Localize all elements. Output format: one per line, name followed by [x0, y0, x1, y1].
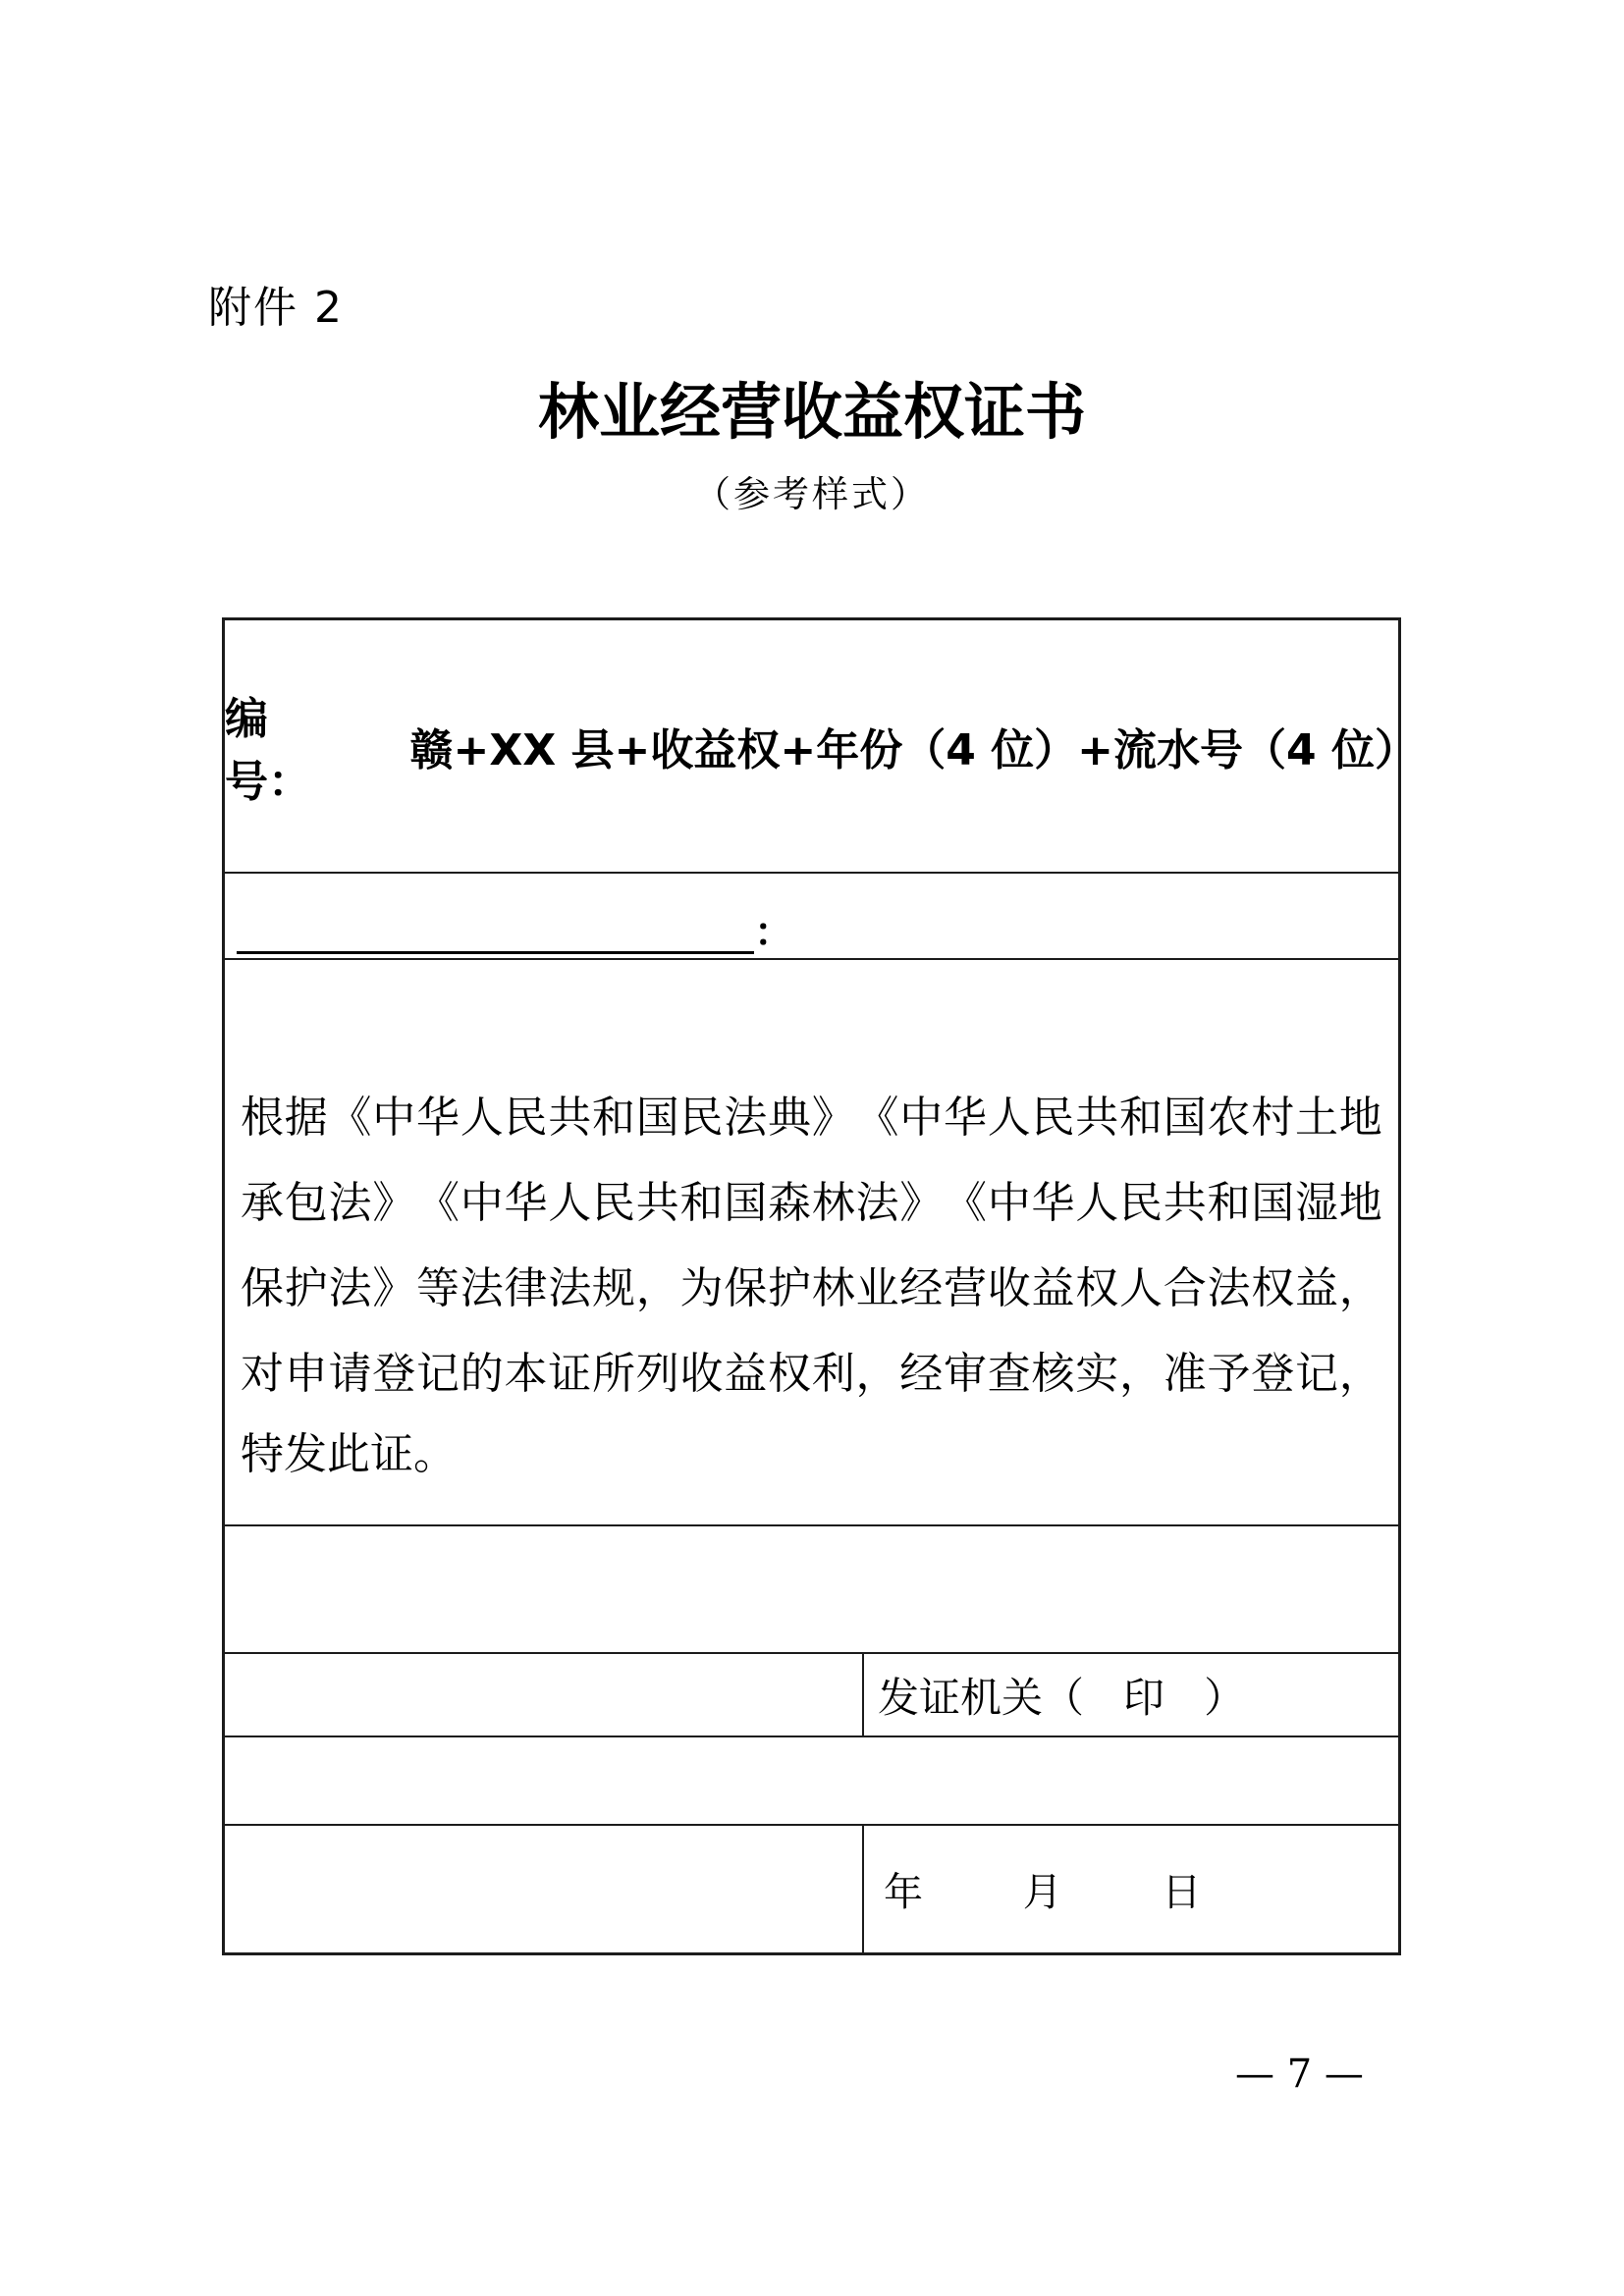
certificate-title: 林业经营收益权证书 [537, 376, 1086, 448]
body-text-line: 特发此证。 [241, 1429, 457, 1479]
issuer-label: 发证机关（ 印 ） [878, 1673, 1246, 1722]
body-row [225, 960, 1398, 1526]
addressee-row [225, 874, 1398, 960]
date-left-cell [225, 1826, 864, 1952]
date-row [225, 1826, 1398, 1952]
certificate-subtitle: （参考样式） [694, 473, 930, 515]
serial-row [225, 620, 1418, 874]
date-label: 年 月 日 [884, 1870, 1202, 1915]
body-text-line: 承 包 法 》 《 中 华 人 民 共 和 国 森 林 法 》 《 中 华 人 民 共 和 国 湿 地 [241, 1177, 1382, 1228]
serial-number-label: 编 号： [225, 694, 311, 807]
spacer-row [225, 1526, 1398, 1654]
date-cell [864, 1826, 1398, 1952]
issuer-cell [864, 1654, 1398, 1735]
spacer-row-2 [225, 1737, 1398, 1826]
attachment-label: 附件 2 [208, 283, 344, 333]
serial-number-format: 赣+XX 县+收益权+年份（4 位）+流水号（4 位） [409, 725, 1418, 775]
issuer-left-cell [225, 1654, 864, 1735]
issuer-row [225, 1654, 1398, 1737]
body-text-line: 保 护 法 》 等 法 律 法 规 ， 为 保 护 林 业 经 营 收 益 权 人 合 法 权 益 ， [241, 1262, 1382, 1313]
addressee-blank-line [237, 951, 754, 954]
page-number: — 7 — [1235, 2052, 1364, 2097]
certificate-table [222, 617, 1418, 1955]
body-text-line: 对 申 请 登 记 的 本 证 所 列 收 益 权 利 ， 经 审 查 核 实 ， 准 予 登 记 ， [241, 1348, 1382, 1399]
body-text-line: 根 据 《 中 华 人 民 共 和 国 民 法 典 》 《 中 华 人 民 共 和 国 农 村 土 地 [241, 1092, 1382, 1143]
addressee-colon: ： [754, 909, 793, 955]
